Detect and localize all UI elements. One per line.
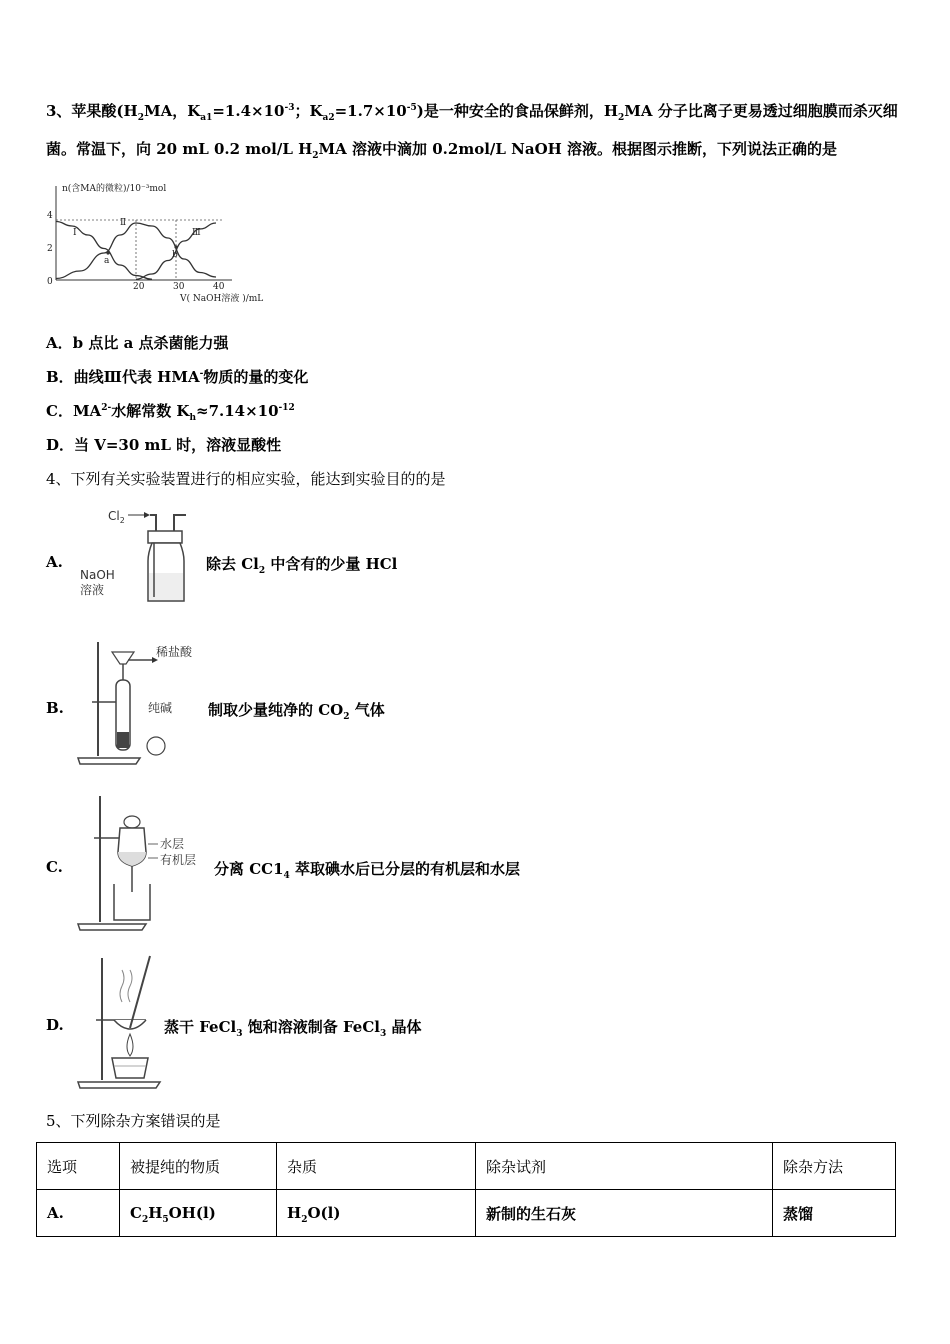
fig-c-label-2: 有机层: [160, 853, 197, 867]
alcohol-lamp: [112, 1058, 148, 1078]
x-tick-30: 30: [173, 282, 185, 292]
flame: [127, 1034, 133, 1056]
point-b: [174, 245, 177, 248]
q4-d-letter: D.: [46, 1016, 64, 1034]
q3-line1: 3、苹果酸($H_2MA$，$K_{a1}=1.4\times 10^{-3}$；$K_{a2}=1.7\times 10^{-5}$)是一种安全的食品保鲜剂，$H_2MA$ 分子比离子更易透过细胞膜而杀灭细: [46, 102, 898, 123]
dropping-funnel: [112, 652, 134, 664]
point-label-a: a: [104, 256, 110, 266]
point-label-b: b: [172, 250, 178, 260]
fig-a-label-1: NaOH: [80, 568, 115, 582]
cell-method: 蒸馏: [773, 1190, 896, 1237]
gas-washing-bottle-figure: [78, 503, 198, 607]
separatory-funnel-figure: [74, 792, 214, 934]
header-reagent: 除杂试剂: [476, 1143, 773, 1190]
fig-b-label-2: 纯碱: [148, 701, 173, 715]
curve-label-1: Ⅰ: [73, 228, 77, 238]
q4-title: 4、下列有关实验装置进行的相应实验，能达到实验目的的是: [46, 470, 446, 488]
q3-option-a: A．b 点比 a 点杀菌能力强: [46, 334, 229, 352]
porous-plate: [147, 737, 165, 755]
table-header-row: [37, 1143, 896, 1190]
q3-option-b: B．曲线Ⅲ代表 HMA-物质的量的变化: [46, 368, 309, 386]
curve-label-3: Ⅲ: [192, 228, 201, 238]
y-tick-4: 4: [47, 211, 53, 221]
q5-title: 5、下列除杂方案错误的是: [46, 1112, 221, 1130]
q4-b-desc: 制取少量纯净的 $CO_2$ 气体: [208, 701, 385, 722]
cell-substance: $C_2H_5OH(l)$: [120, 1190, 277, 1237]
chart-ylabel: n(含MA的微粒)/10⁻³mol: [62, 184, 167, 194]
fig-a-gas-label: $Cl_2$: [108, 509, 125, 525]
cell-option: A.: [37, 1190, 120, 1237]
curve-label-2: Ⅱ: [120, 218, 127, 228]
q3-option-d: D．当 V=30 mL 时，溶液显酸性: [46, 436, 282, 454]
vapor-1: [120, 970, 124, 1002]
fig-a-label-2: 溶液: [80, 583, 105, 597]
series-line-1: [56, 222, 152, 280]
funnel-stopper: [124, 816, 140, 828]
x-tick-20: 20: [133, 282, 145, 292]
gas-generator-figure: [72, 636, 212, 768]
stand-base: [78, 758, 140, 764]
q4-a-letter: A.: [46, 553, 63, 571]
fig-b-label-1: 稀盐酸: [156, 645, 193, 659]
header-option: 选项: [37, 1143, 120, 1190]
fig-c-label-1: 水层: [160, 837, 185, 851]
gas-arrow-head: [144, 512, 150, 518]
evaporation-figure: [74, 954, 170, 1090]
solid-reagent: [117, 732, 129, 748]
table-row: [37, 1190, 896, 1237]
header-method: 除杂方法: [773, 1143, 896, 1190]
chart-xlabel: V( NaOH溶液 )/mL: [180, 294, 264, 304]
q4-d-desc: 蒸干 FeCl$_3$ 饱和溶液制备 FeCl$_3$ 晶体: [164, 1018, 422, 1039]
stand-base: [78, 1082, 160, 1088]
q4-c-letter: C.: [46, 858, 63, 876]
q4-c-desc: 分离 $CC1_4$ 萃取碘水后已分层的有机层和水层: [214, 860, 521, 881]
q4-a-desc: 除去 $Cl_2$ 中含有的少量 HCl: [206, 555, 398, 576]
header-impurity: 杂质: [277, 1143, 476, 1190]
header-substance: 被提纯的物质: [120, 1143, 277, 1190]
point-a: [106, 251, 109, 254]
organic-layer: [118, 852, 146, 866]
cell-impurity: $H_2O(l)$: [277, 1190, 476, 1237]
glass-rod: [130, 956, 150, 1028]
vapor-2: [128, 970, 132, 1002]
species-distribution-chart: [40, 180, 280, 310]
q5-table: [36, 1142, 896, 1237]
y-tick-0: 0: [47, 277, 53, 287]
cell-reagent: 新制的生石灰: [476, 1190, 773, 1237]
bottle-stopper: [148, 531, 182, 543]
x-tick-40: 40: [213, 282, 225, 292]
stand-base: [78, 924, 146, 930]
q3-line2: 菌。常温下，向 20 mL 0.2 mol/L $H_2MA$ 溶液中滴加 0.2mol/L NaOH 溶液。根据图示推断，下列说法正确的是: [46, 140, 838, 161]
q4-b-letter: B.: [46, 699, 64, 717]
y-tick-2: 2: [47, 244, 53, 254]
q3-option-c: C．$MA^{2-}$水解常数 $K_h\approx 7.14\times 10^{-12}$: [46, 402, 295, 423]
q3-chart: [40, 180, 280, 310]
